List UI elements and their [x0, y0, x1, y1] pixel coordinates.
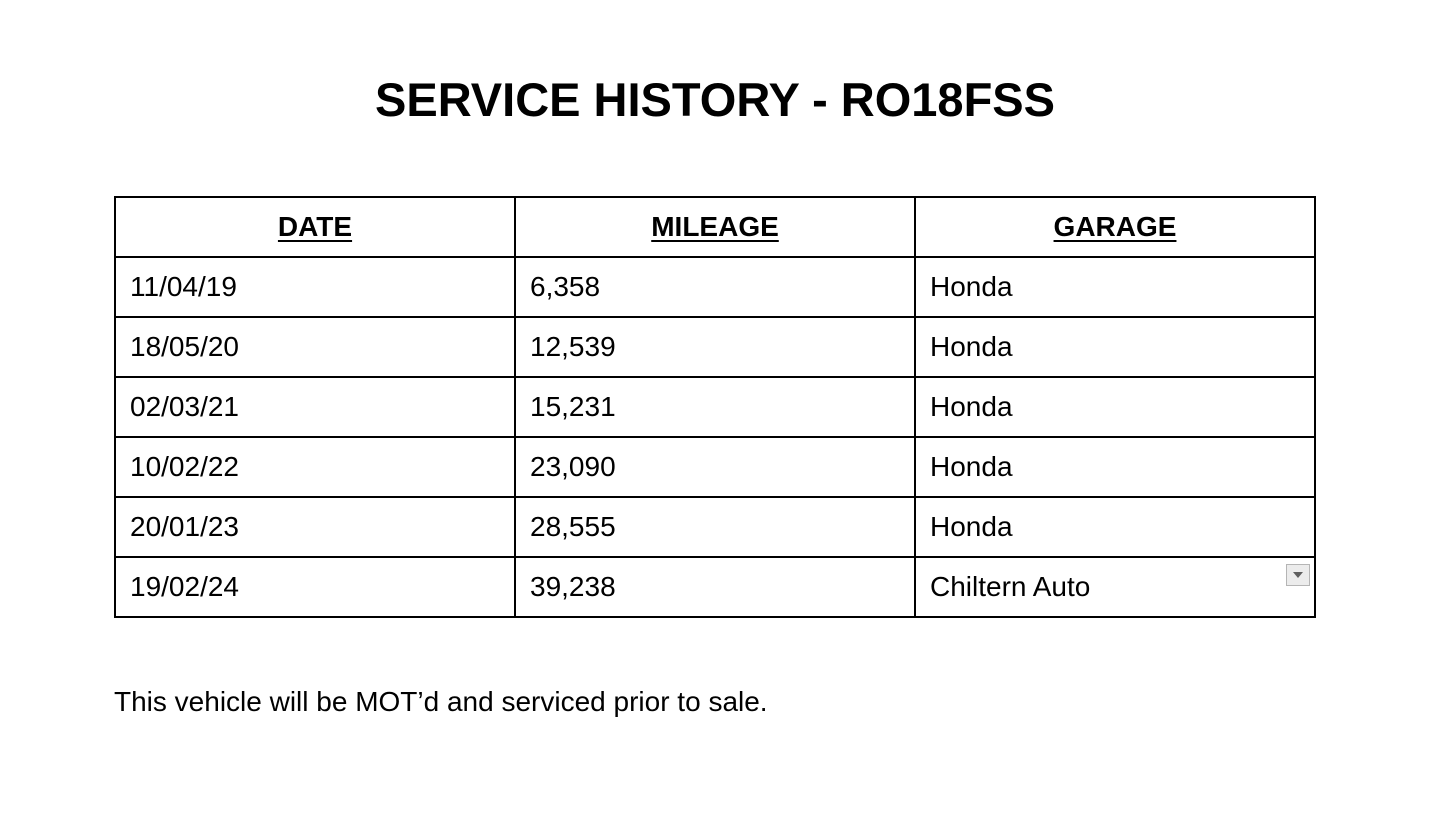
table-row: [115, 257, 1315, 317]
garage-dropdown-button[interactable]: [1286, 564, 1310, 586]
column-header-date[interactable]: DATE: [115, 197, 515, 257]
date-cell[interactable]: 10/02/22: [115, 437, 515, 497]
table-row: [115, 497, 1315, 557]
footnote-text: This vehicle will be MOT’d and serviced prior to sale.: [114, 686, 768, 717]
page-title: SERVICE HISTORY - RO18FSS: [375, 73, 1055, 126]
garage-cell[interactable]: Honda: [915, 317, 1315, 377]
table-row: [115, 377, 1315, 437]
mileage-cell[interactable]: 6,358: [515, 257, 915, 317]
mileage-cell[interactable]: 39,238: [515, 557, 915, 617]
mileage-cell[interactable]: 28,555: [515, 497, 915, 557]
table-row: [115, 557, 1315, 617]
garage-cell[interactable]: Honda: [915, 257, 1315, 317]
table-row: [115, 317, 1315, 377]
column-header-garage[interactable]: GARAGE: [915, 197, 1315, 257]
date-cell[interactable]: 19/02/24: [115, 557, 515, 617]
chevron-down-icon: [1292, 571, 1304, 579]
service-history-table: [114, 196, 1316, 618]
date-cell[interactable]: 02/03/21: [115, 377, 515, 437]
garage-cell[interactable]: Honda: [915, 437, 1315, 497]
table-row: [115, 437, 1315, 497]
garage-cell-with-dropdown[interactable]: [915, 557, 1315, 617]
date-cell[interactable]: 20/01/23: [115, 497, 515, 557]
garage-value: Chiltern Auto: [930, 571, 1091, 602]
mileage-cell[interactable]: 15,231: [515, 377, 915, 437]
date-cell[interactable]: 18/05/20: [115, 317, 515, 377]
column-header-mileage[interactable]: MILEAGE: [515, 197, 915, 257]
garage-cell[interactable]: Honda: [915, 377, 1315, 437]
table-header-row: [115, 197, 1315, 257]
mileage-cell[interactable]: 12,539: [515, 317, 915, 377]
date-cell[interactable]: 11/04/19: [115, 257, 515, 317]
garage-cell[interactable]: Honda: [915, 497, 1315, 557]
mileage-cell[interactable]: 23,090: [515, 437, 915, 497]
